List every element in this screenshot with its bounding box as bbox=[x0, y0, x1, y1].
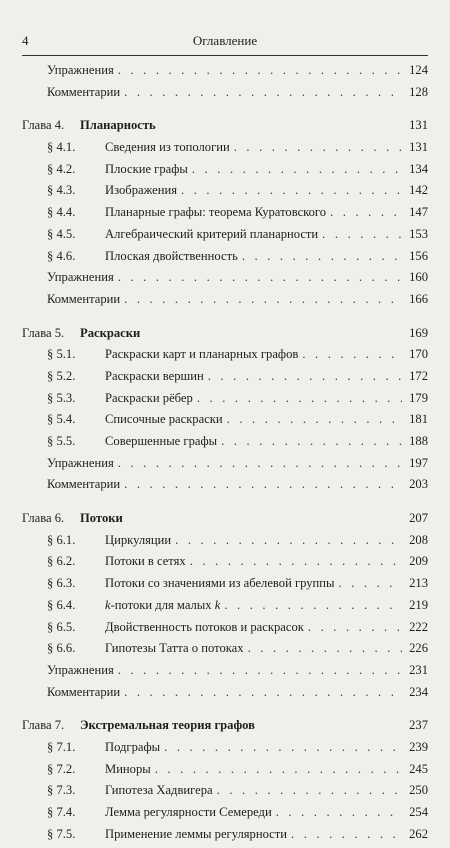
section-title: Алгебраический критерий планарности bbox=[105, 226, 319, 241]
toc-extra-entry[interactable] bbox=[22, 477, 428, 499]
entry-title: Комментарии bbox=[47, 291, 121, 306]
dot-leader bbox=[190, 554, 402, 569]
page-ref: 169 bbox=[409, 325, 428, 340]
section-title-text: -потоки для малых bbox=[110, 597, 215, 612]
section-entry[interactable] bbox=[22, 805, 428, 827]
section-number: § 6.2. bbox=[47, 554, 76, 569]
toc-extra-entry[interactable] bbox=[22, 292, 428, 314]
chapter-heading[interactable] bbox=[22, 718, 428, 740]
section-title: Двойственность потоков и раскрасок bbox=[105, 619, 304, 634]
dot-leader bbox=[330, 205, 402, 220]
section-number: § 6.4. bbox=[47, 597, 76, 612]
section-title: Подграфы bbox=[105, 739, 161, 754]
section-number: § 7.5. bbox=[47, 826, 76, 841]
page-ref: 197 bbox=[409, 455, 428, 470]
dot-leader bbox=[175, 533, 402, 548]
dot-leader bbox=[322, 227, 402, 242]
page-ref: 213 bbox=[409, 576, 428, 591]
toc-extra-entry[interactable] bbox=[22, 270, 428, 292]
section-title: Потоки в сетях bbox=[105, 554, 186, 569]
chapter-label: Глава 5. bbox=[22, 325, 65, 340]
page-ref: 156 bbox=[409, 248, 428, 263]
section-entry[interactable] bbox=[22, 576, 428, 598]
page-ref: 231 bbox=[409, 662, 428, 677]
section-title: Применение леммы регулярности bbox=[105, 826, 288, 841]
dot-leader bbox=[118, 270, 402, 285]
dot-leader bbox=[208, 369, 402, 384]
italic-symbol: k bbox=[105, 597, 111, 612]
section-number: § 6.1. bbox=[47, 532, 76, 547]
dot-leader bbox=[124, 685, 402, 700]
section-entry[interactable] bbox=[22, 391, 428, 413]
page-ref: 142 bbox=[409, 183, 428, 198]
chapter-label: Глава 4. bbox=[22, 118, 65, 133]
section-entry[interactable] bbox=[22, 140, 428, 162]
dot-leader bbox=[192, 162, 402, 177]
entry-title: Упражнения bbox=[47, 662, 114, 677]
chapter-title: Раскраски bbox=[80, 325, 141, 340]
section-entry[interactable] bbox=[22, 412, 428, 434]
section-title: Совершенные графы bbox=[105, 434, 218, 448]
page-ref: 222 bbox=[409, 619, 428, 634]
section-number: § 6.3. bbox=[47, 576, 76, 591]
section-title: Раскраски вершин bbox=[105, 368, 204, 383]
section-entry[interactable] bbox=[22, 162, 428, 184]
section-number: § 5.5. bbox=[47, 434, 76, 448]
page-ref: 219 bbox=[409, 597, 428, 612]
chapter-title: Экстремальная теория графов bbox=[80, 718, 255, 733]
dot-leader bbox=[197, 391, 402, 406]
section-number: § 7.2. bbox=[47, 761, 76, 776]
section-title: Сведения из топологии bbox=[105, 140, 230, 155]
dot-leader bbox=[118, 63, 402, 78]
section-entry[interactable] bbox=[22, 554, 428, 576]
section-entry[interactable] bbox=[22, 598, 428, 620]
page-ref: 166 bbox=[409, 291, 428, 306]
page-number: 4 bbox=[22, 33, 29, 48]
section-title: Гипотезы Татта о потоках bbox=[105, 641, 244, 656]
page-ref: 131 bbox=[409, 118, 428, 133]
section-title bbox=[105, 598, 220, 613]
toc-extra-entry[interactable] bbox=[22, 685, 428, 707]
page-ref: 179 bbox=[409, 390, 428, 405]
italic-symbol: k bbox=[214, 597, 221, 612]
dot-leader bbox=[221, 434, 402, 449]
page-ref: 128 bbox=[409, 84, 428, 99]
entry-title: Комментарии bbox=[47, 684, 121, 699]
dot-leader bbox=[124, 85, 402, 100]
page-ref: 153 bbox=[409, 226, 428, 241]
page-header bbox=[22, 33, 428, 53]
section-number: § 4.3. bbox=[47, 183, 76, 198]
entry-title: Комментарии bbox=[47, 84, 121, 99]
section-entry[interactable] bbox=[22, 762, 428, 784]
page-ref: 245 bbox=[409, 761, 428, 776]
dot-leader bbox=[224, 598, 402, 613]
section-entry[interactable] bbox=[22, 347, 428, 369]
header-rule bbox=[22, 55, 428, 56]
dot-leader bbox=[291, 827, 402, 842]
section-number: § 5.2. bbox=[47, 368, 76, 383]
dot-leader bbox=[227, 412, 402, 427]
chapter-label: Глава 7. bbox=[22, 718, 65, 733]
page-ref: 208 bbox=[409, 532, 428, 547]
section-title: Раскраски карт и планарных графов bbox=[105, 347, 299, 362]
section-entry[interactable] bbox=[22, 827, 428, 848]
section-number: § 7.3. bbox=[47, 783, 76, 798]
page-ref: 131 bbox=[409, 140, 428, 155]
section-title: Изображения bbox=[105, 183, 177, 198]
dot-leader bbox=[124, 292, 402, 307]
dot-leader bbox=[276, 805, 402, 820]
section-entry[interactable] bbox=[22, 205, 428, 227]
entry-title: Комментарии bbox=[47, 477, 121, 492]
section-number: § 4.2. bbox=[47, 161, 76, 176]
dot-leader bbox=[155, 762, 402, 777]
section-entry[interactable] bbox=[22, 434, 428, 456]
section-title: Плоские графы bbox=[105, 161, 188, 176]
dot-leader bbox=[164, 740, 402, 755]
section-title: Гипотеза Хадвигера bbox=[105, 783, 213, 798]
page-ref: 172 bbox=[409, 368, 428, 383]
page-ref: 170 bbox=[409, 347, 428, 362]
section-title: Плоская двойственность bbox=[105, 248, 238, 263]
section-number: § 4.5. bbox=[47, 226, 76, 241]
dot-leader bbox=[118, 663, 402, 678]
section-entry[interactable] bbox=[22, 740, 428, 762]
page-ref: 250 bbox=[409, 783, 428, 798]
section-number: § 5.3. bbox=[47, 390, 76, 405]
page-title: Оглавление bbox=[192, 33, 258, 48]
page-ref: 203 bbox=[409, 477, 428, 492]
dot-leader bbox=[181, 183, 402, 198]
dot-leader bbox=[234, 140, 402, 155]
section-title: Лемма регулярности Семереди bbox=[105, 805, 272, 819]
dot-leader bbox=[308, 620, 402, 635]
section-entry[interactable] bbox=[22, 227, 428, 249]
page-ref: 239 bbox=[409, 739, 428, 754]
toc-extra-entry[interactable] bbox=[22, 456, 428, 478]
page-ref: 134 bbox=[409, 161, 428, 176]
page-ref: 147 bbox=[409, 205, 428, 220]
section-title: Миноры bbox=[105, 761, 151, 776]
chapter-heading[interactable] bbox=[22, 326, 428, 348]
page-ref: 254 bbox=[409, 805, 428, 819]
dot-leader bbox=[124, 477, 402, 492]
section-number: § 6.5. bbox=[47, 619, 76, 634]
page-ref: 188 bbox=[409, 434, 428, 448]
page-ref: 160 bbox=[409, 270, 428, 285]
section-entry[interactable] bbox=[22, 249, 428, 271]
toc-extra-entry[interactable] bbox=[22, 85, 428, 107]
section-number: § 4.1. bbox=[47, 140, 76, 155]
entry-title: Упражнения bbox=[47, 63, 114, 77]
chapter-heading[interactable] bbox=[22, 511, 428, 533]
section-title: Потоки со значениями из абелевой группы bbox=[105, 576, 335, 591]
page-ref: 207 bbox=[409, 511, 428, 526]
section-number: § 6.6. bbox=[47, 641, 76, 656]
chapter-heading[interactable] bbox=[22, 118, 428, 140]
section-entry[interactable] bbox=[22, 369, 428, 391]
section-entry[interactable] bbox=[22, 641, 428, 663]
section-number: § 5.1. bbox=[47, 347, 76, 362]
section-entry[interactable] bbox=[22, 533, 428, 555]
chapter-title: Планарность bbox=[80, 118, 156, 133]
entry-title: Упражнения bbox=[47, 270, 114, 285]
dot-leader bbox=[302, 347, 402, 362]
entry-title: Упражнения bbox=[47, 455, 114, 470]
toc-extra-entry[interactable] bbox=[22, 63, 428, 85]
section-entry[interactable] bbox=[22, 183, 428, 205]
section-number: § 7.4. bbox=[47, 805, 76, 819]
dot-leader bbox=[217, 783, 402, 798]
chapter-label: Глава 6. bbox=[22, 511, 65, 526]
section-number: § 4.6. bbox=[47, 248, 76, 263]
dot-leader bbox=[339, 576, 403, 591]
toc-extra-entry[interactable] bbox=[22, 663, 428, 685]
table-of-contents bbox=[22, 63, 428, 848]
section-title: Планарные графы: теорема Куратовского bbox=[105, 205, 327, 220]
chapter-title: Потоки bbox=[80, 511, 123, 526]
section-title: Списочные раскраски bbox=[105, 412, 223, 427]
section-title: Циркуляции bbox=[105, 532, 172, 547]
page-ref: 226 bbox=[409, 641, 428, 656]
section-title: Раскраски рёбер bbox=[105, 390, 193, 405]
dot-leader bbox=[118, 456, 402, 471]
section-number: § 5.4. bbox=[47, 412, 76, 427]
section-entry[interactable] bbox=[22, 783, 428, 805]
dot-leader bbox=[242, 249, 402, 264]
section-entry[interactable] bbox=[22, 620, 428, 642]
section-number: § 4.4. bbox=[47, 205, 76, 220]
page-ref: 181 bbox=[409, 412, 428, 427]
page-ref: 124 bbox=[409, 63, 428, 77]
page-ref: 237 bbox=[409, 718, 428, 733]
dot-leader bbox=[248, 641, 402, 656]
page-ref: 262 bbox=[409, 826, 428, 841]
page-ref: 209 bbox=[409, 554, 428, 569]
page-ref: 234 bbox=[409, 684, 428, 699]
section-number: § 7.1. bbox=[47, 739, 76, 754]
